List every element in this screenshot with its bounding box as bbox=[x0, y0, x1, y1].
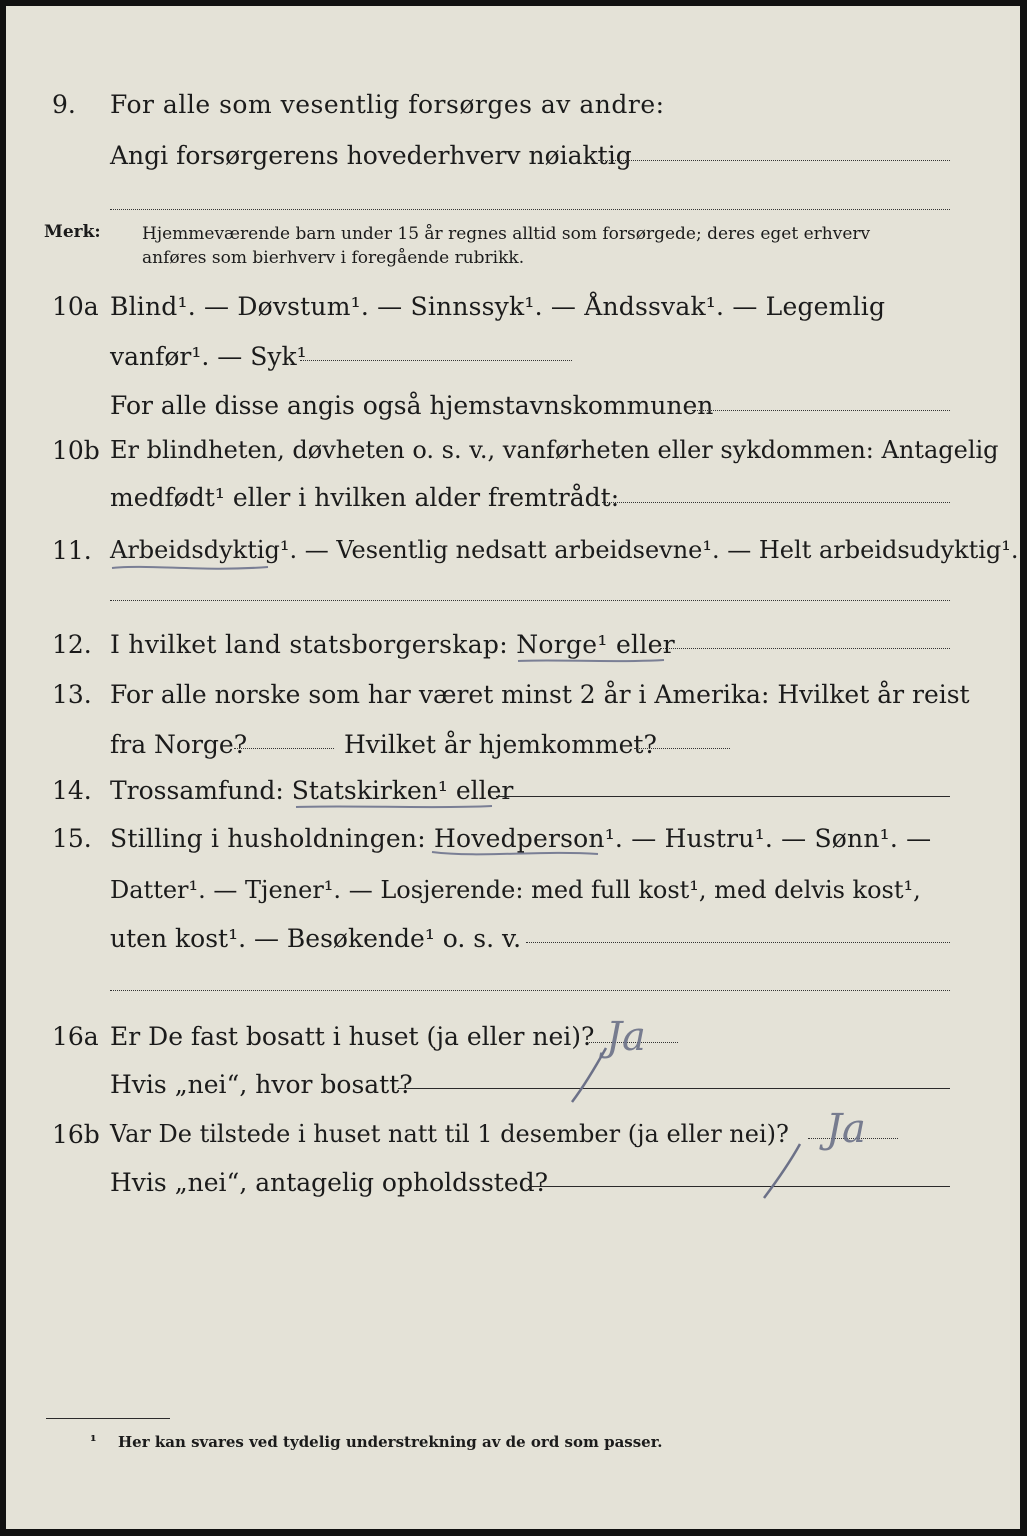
footnote-separator bbox=[46, 1418, 170, 1419]
q10b-number: 10b bbox=[52, 436, 100, 465]
q15-number: 15. bbox=[52, 824, 92, 853]
q11-number: 11. bbox=[52, 536, 92, 565]
q12-number: 12. bbox=[52, 630, 92, 659]
q15-line1: Stilling i husholdningen: Hovedperson¹. — Hustru¹. — Sønn¹. — bbox=[110, 824, 932, 853]
q15-line3: uten kost¹. — Besøkende¹ o. s. v. bbox=[110, 924, 522, 953]
q11-extra-line[interactable] bbox=[110, 600, 950, 601]
q16a-bosatt-line[interactable] bbox=[398, 1088, 950, 1089]
q16b-opholdssted-line[interactable] bbox=[528, 1186, 950, 1187]
q14-handwritten-underline bbox=[294, 802, 494, 812]
footnote-mark: ¹ bbox=[90, 1432, 97, 1450]
q15-answer-line[interactable] bbox=[526, 942, 950, 943]
q15-line2: Datter¹. — Tjener¹. — Losjerende: med full kost¹, med delvis kost¹, bbox=[110, 876, 921, 904]
q9-number: 9. bbox=[52, 90, 76, 119]
q16a-handwritten-answer: Ja bbox=[606, 1014, 646, 1060]
q16b-number: 16b bbox=[52, 1120, 100, 1149]
q10b-line1: Er blindheten, døvheten o. s. v., vanførheten eller sykdommen: Antagelig bbox=[110, 436, 999, 464]
q11-handwritten-underline bbox=[110, 562, 270, 574]
q11-line1: Arbeidsdyktig¹. — Vesentlig nedsatt arbeidsevne¹. — Helt arbeidsudyktig¹. bbox=[110, 536, 1019, 564]
q16b-line1: Var De tilstede i huset natt til 1 desember (ja eller nei)? bbox=[110, 1120, 789, 1148]
q13-line2a: fra Norge? bbox=[110, 730, 248, 759]
q16b-handwritten-answer: Ja bbox=[826, 1106, 866, 1152]
merk-line1: Hjemmeværende barn under 15 år regnes alltid som forsørgede; deres eget erhverv bbox=[142, 224, 871, 244]
q16b-handwritten-stroke bbox=[758, 1142, 808, 1202]
q13-line2b: Hvilket år hjemkommet? bbox=[344, 730, 657, 759]
footnote-text: Her kan svares ved tydelig understrekning av de ord som passer. bbox=[118, 1433, 663, 1451]
q9-line1: For alle som vesentlig forsørges av andre: bbox=[110, 90, 665, 119]
q13-number: 13. bbox=[52, 680, 92, 709]
q10b-answer-line[interactable] bbox=[602, 502, 950, 503]
q15-extra-line[interactable] bbox=[110, 990, 950, 991]
q14-line1: Trossamfund: Statskirken¹ eller bbox=[110, 776, 514, 805]
q10a-hjemstavn-line[interactable] bbox=[692, 410, 950, 411]
q13-line1: For alle norske som har været minst 2 år i Amerika: Hvilket år reist bbox=[110, 680, 970, 709]
q12-handwritten-underline bbox=[516, 656, 666, 666]
q16a-line2: Hvis „nei“, hvor bosatt? bbox=[110, 1070, 413, 1099]
q9-answer-line[interactable] bbox=[598, 160, 950, 161]
q10a-line1: Blind¹. — Døvstum¹. — Sinnssyk¹. — Åndssvak¹. — Legemlig bbox=[110, 292, 886, 321]
q10a-line3: For alle disse angis også hjemstavnskommunen bbox=[110, 391, 714, 420]
q10a-number: 10a bbox=[52, 292, 99, 321]
q9-line2: Angi forsørgerens hovederhverv nøiaktig bbox=[110, 141, 632, 170]
q9-extra-line[interactable] bbox=[110, 209, 950, 210]
q13-hjemkommet-line[interactable] bbox=[634, 748, 730, 749]
q10a-line2: vanfør¹. — Syk¹ bbox=[110, 342, 307, 371]
q16a-number: 16a bbox=[52, 1022, 99, 1051]
q14-number: 14. bbox=[52, 776, 92, 805]
q10b-line2: medfødt¹ eller i hvilken alder fremtrådt: bbox=[110, 483, 620, 512]
merk-line2: anføres som bierhverv i foregående rubrikk. bbox=[142, 248, 525, 268]
q16a-handwritten-stroke bbox=[566, 1046, 616, 1106]
q12-line1: I hvilket land statsborgerskap: Norge¹ eller bbox=[110, 630, 675, 659]
q15-handwritten-underline bbox=[430, 848, 600, 860]
q13-reist-line[interactable] bbox=[234, 748, 334, 749]
q10a-answer-line[interactable] bbox=[300, 360, 572, 361]
q16a-line1: Er De fast bosatt i huset (ja eller nei)? bbox=[110, 1022, 595, 1051]
q16b-line2: Hvis „nei“, antagelig opholdssted? bbox=[110, 1168, 549, 1197]
q14-answer-line[interactable] bbox=[496, 796, 950, 797]
q12-answer-line[interactable] bbox=[660, 648, 950, 649]
merk-label: Merk: bbox=[44, 222, 101, 242]
census-form-page bbox=[6, 6, 1020, 1529]
